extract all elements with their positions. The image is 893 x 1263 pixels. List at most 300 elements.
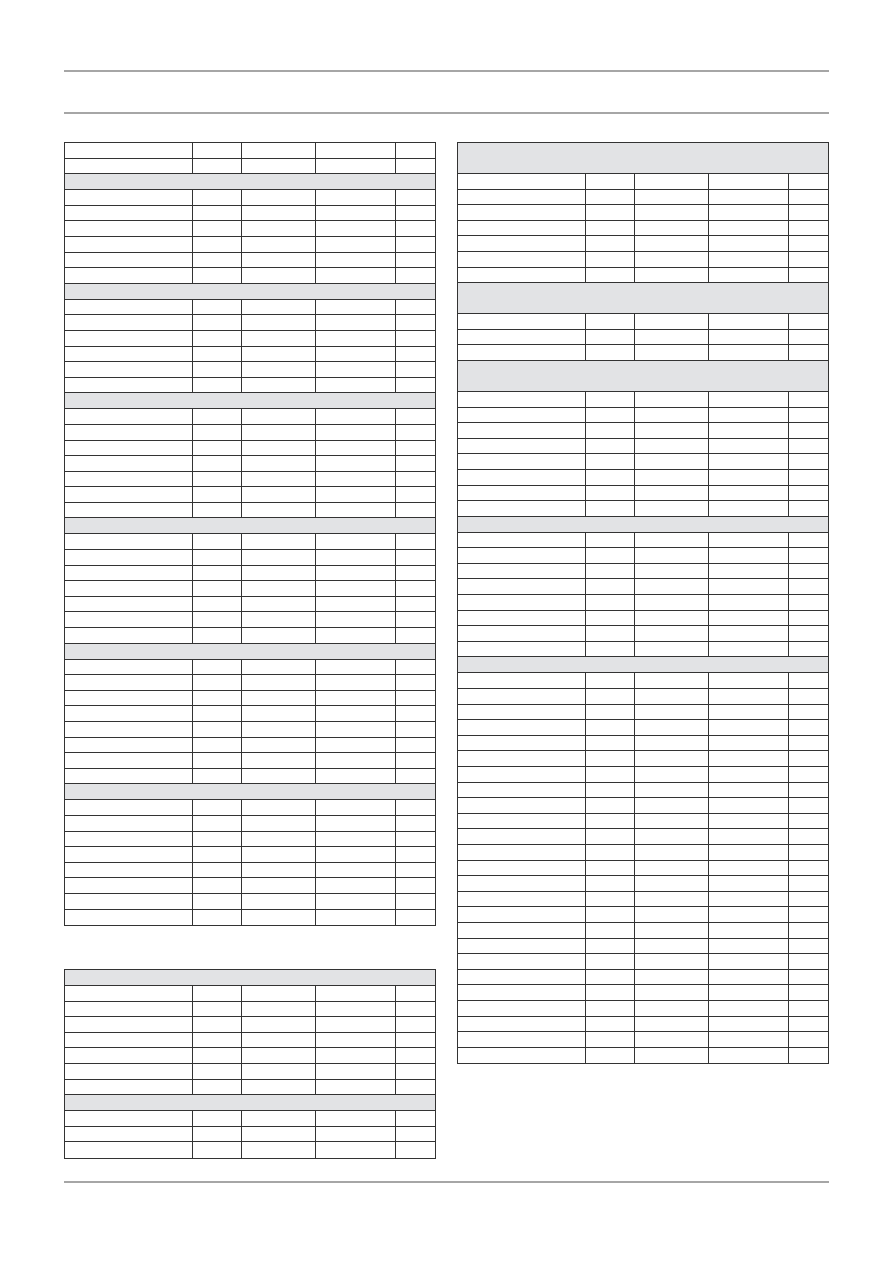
table-cell [193,362,242,377]
table-cell [316,1048,396,1063]
table-cell [316,268,396,283]
table-cell [65,503,193,518]
table-cell [789,252,828,267]
table-cell [458,454,586,469]
table-cell [709,205,789,220]
table-cell [586,954,635,969]
table-cell [709,423,789,438]
table-row [65,628,435,644]
table-row [65,1080,435,1096]
table-row [458,814,828,830]
table-cell [316,738,396,753]
table-cell [193,409,242,424]
table-cell [635,252,709,267]
table-cell [458,1032,586,1047]
table-cell [396,1127,435,1142]
table-cell [709,907,789,922]
table-cell [586,1048,635,1064]
table-cell [65,832,193,847]
table-cell [65,847,193,862]
table-cell [242,331,316,346]
table-cell [316,878,396,893]
table-cell [635,923,709,938]
table-cell [396,1142,435,1158]
table-cell [242,347,316,362]
table-cell [635,236,709,251]
table-cell [458,174,586,189]
table-row [65,753,435,769]
table-cell [709,1001,789,1016]
table-cell [789,392,828,407]
table-cell [709,939,789,954]
table-cell [193,378,242,393]
table-cell [396,675,435,690]
table-cell [789,985,828,1000]
table-cell [586,205,635,220]
table-cell [458,205,586,220]
table-cell [635,1017,709,1032]
table-cell [396,472,435,487]
section-header [458,283,828,314]
table-row [458,1001,828,1017]
table-cell [635,268,709,283]
table-cell [65,769,193,784]
table-cell [635,892,709,907]
table-left-top [64,142,436,926]
table-cell [586,720,635,735]
table-cell [193,691,242,706]
table-cell [65,237,193,252]
table-cell [458,392,586,407]
table-cell [789,486,828,501]
table-row [458,486,828,502]
table-cell [635,829,709,844]
table-row [458,939,828,955]
table-row [458,876,828,892]
table-cell [193,1048,242,1063]
table-cell [193,190,242,205]
table-cell [458,829,586,844]
table-cell [458,470,586,485]
table-cell [709,954,789,969]
table-row [65,1033,435,1049]
table-row [65,190,435,206]
table-cell [242,503,316,518]
table-cell [458,705,586,720]
table-row [65,268,435,284]
table-cell [193,910,242,926]
table-cell [65,1048,193,1063]
table-cell [709,579,789,594]
table-cell [458,501,586,516]
table-cell [242,847,316,862]
table-cell [586,876,635,891]
table-row [458,190,828,206]
table-row [458,533,828,549]
table-cell [65,143,193,158]
table-cell [635,814,709,829]
table-row [65,425,435,441]
table-cell [586,595,635,610]
table-cell [586,939,635,954]
table-cell [789,829,828,844]
table-cell [316,847,396,862]
table-cell [586,252,635,267]
table-row [458,626,828,642]
table-cell [709,314,789,329]
table-cell [396,800,435,815]
table-row [458,579,828,595]
table-row [458,892,828,908]
table-cell [193,487,242,502]
table-cell [396,159,435,174]
table-cell [709,330,789,345]
table-cell [396,1080,435,1095]
table-row [65,534,435,550]
table-cell [635,689,709,704]
table-cell [789,190,828,205]
table-cell [635,392,709,407]
table-cell [635,767,709,782]
table-cell [193,503,242,518]
table-cell [709,985,789,1000]
table-cell [193,1127,242,1142]
section-header [458,517,828,533]
table-cell [709,345,789,360]
table-cell [396,769,435,784]
table-cell [458,252,586,267]
table-cell [709,190,789,205]
table-cell [396,1064,435,1079]
table-cell [193,832,242,847]
table-cell [709,236,789,251]
table-cell [396,221,435,236]
table-cell [316,456,396,471]
table-cell [458,783,586,798]
table-cell [316,534,396,549]
table-cell [242,253,316,268]
section-header [65,1095,435,1111]
table-cell [242,628,316,643]
table-cell [789,705,828,720]
table-cell [789,907,828,922]
table-cell [396,300,435,315]
table-row [458,174,828,190]
table-cell [193,863,242,878]
table-cell [65,362,193,377]
table-cell [396,816,435,831]
table-cell [316,1002,396,1017]
table-cell [709,548,789,563]
table-cell [789,345,828,360]
table-cell [789,501,828,516]
table-row [458,907,828,923]
table-cell [65,221,193,236]
table-row [458,970,828,986]
table-cell [709,689,789,704]
table-cell [635,595,709,610]
table-cell [458,954,586,969]
table-cell [242,1064,316,1079]
table-cell [65,425,193,440]
table-cell [458,939,586,954]
table-cell [242,237,316,252]
table-row [458,720,828,736]
table-cell [709,673,789,688]
table-cell [458,689,586,704]
table-cell [193,597,242,612]
table-row [65,660,435,676]
table-row [458,1048,828,1064]
table-cell [65,550,193,565]
table-cell [458,1001,586,1016]
table-cell [396,722,435,737]
table-cell [635,876,709,891]
table-cell [396,753,435,768]
table-cell [65,1017,193,1032]
table-cell [789,892,828,907]
table-cell [396,910,435,926]
table-cell [709,501,789,516]
header-rule-top [64,70,829,72]
table-cell [458,330,586,345]
table-row [458,314,828,330]
table-cell [316,816,396,831]
table-cell [635,845,709,860]
table-cell [65,315,193,330]
table-cell [635,439,709,454]
table-cell [242,221,316,236]
table-cell [193,847,242,862]
table-cell [709,751,789,766]
table-cell [396,612,435,627]
table-cell [193,1111,242,1126]
table-cell [193,894,242,909]
table-cell [316,1080,396,1095]
table-cell [316,581,396,596]
footer-rule [64,1181,829,1183]
table-cell [65,456,193,471]
table-cell [458,345,586,360]
table-cell [242,597,316,612]
table-cell [65,409,193,424]
table-cell [586,861,635,876]
table-cell [396,1111,435,1126]
table-cell [458,673,586,688]
table-cell [789,954,828,969]
table-row [458,454,828,470]
table-cell [789,689,828,704]
table-row [65,1064,435,1080]
table-cell [316,221,396,236]
table-cell [396,1033,435,1048]
table-cell [458,845,586,860]
table-cell [316,1017,396,1032]
table-cell [65,722,193,737]
table-cell [65,472,193,487]
table-cell [396,1017,435,1032]
table-cell [586,673,635,688]
table-cell [193,612,242,627]
table-left-bottom [64,969,436,1159]
table-cell [586,314,635,329]
table-row [458,408,828,424]
table-cell [316,612,396,627]
table-cell [458,439,586,454]
table-row [458,548,828,564]
table-cell [458,486,586,501]
table-cell [316,597,396,612]
table-cell [242,441,316,456]
table-cell [789,611,828,626]
table-cell [242,1080,316,1095]
table-cell [709,845,789,860]
table-row [65,253,435,269]
table-cell [396,706,435,721]
table-cell [242,566,316,581]
section-header [65,644,435,660]
table-cell [316,237,396,252]
table-row [65,362,435,378]
table-cell [316,722,396,737]
table-cell [709,470,789,485]
table-cell [193,660,242,675]
table-row [65,1002,435,1018]
table-row [458,798,828,814]
table-cell [316,331,396,346]
table-cell [193,425,242,440]
table-cell [789,673,828,688]
table-cell [709,720,789,735]
table-row [458,829,828,845]
table-cell [458,190,586,205]
table-cell [396,425,435,440]
table-cell [242,1048,316,1063]
table-cell [316,487,396,502]
table-row [458,1017,828,1033]
table-cell [193,1002,242,1017]
table-cell [709,408,789,423]
table-cell [65,159,193,174]
section-header [65,518,435,534]
table-cell [789,408,828,423]
table-row [65,300,435,316]
table-cell [709,767,789,782]
table-cell [65,894,193,909]
section-header [65,284,435,300]
table-row [65,597,435,613]
table-cell [316,753,396,768]
table-cell [709,595,789,610]
table-cell [458,626,586,641]
table-cell [396,738,435,753]
table-row [458,845,828,861]
table-cell [709,486,789,501]
table-cell [242,706,316,721]
table-cell [242,675,316,690]
table-cell [242,1033,316,1048]
table-cell [789,564,828,579]
table-cell [316,769,396,784]
table-cell [458,720,586,735]
table-cell [586,392,635,407]
table-cell [635,533,709,548]
table-cell [242,300,316,315]
table-cell [789,751,828,766]
table-cell [586,501,635,516]
table-cell [635,954,709,969]
table-cell [193,753,242,768]
table-cell [396,1048,435,1063]
table-cell [193,706,242,721]
table-row [458,470,828,486]
table-cell [586,190,635,205]
table-cell [709,1017,789,1032]
table-cell [65,206,193,221]
table-cell [242,816,316,831]
section-header [458,657,828,673]
table-cell [65,628,193,643]
table-row [65,347,435,363]
table-cell [242,581,316,596]
table-cell [65,1142,193,1158]
table-cell [193,456,242,471]
table-cell [65,378,193,393]
table-cell [586,268,635,283]
table-cell [635,408,709,423]
table-cell [586,829,635,844]
table-row [65,581,435,597]
table-row [458,954,828,970]
table-cell [635,314,709,329]
table-row [65,550,435,566]
table-row [65,206,435,222]
table-cell [193,1017,242,1032]
table-cell [242,378,316,393]
table-cell [635,454,709,469]
table-row [65,143,435,159]
section-header [458,143,828,174]
table-cell [789,814,828,829]
table-cell [586,345,635,360]
table-cell [242,1127,316,1142]
table-row [458,767,828,783]
table-cell [709,454,789,469]
table-cell [316,660,396,675]
table-cell [193,581,242,596]
table-cell [586,845,635,860]
table-cell [458,861,586,876]
table-cell [458,642,586,657]
table-row [65,878,435,894]
table-row [65,487,435,503]
table-cell [242,487,316,502]
table-cell [586,486,635,501]
table-row [458,642,828,658]
table-cell [586,174,635,189]
table-cell [396,581,435,596]
table-cell [709,252,789,267]
table-cell [193,331,242,346]
table-cell [193,441,242,456]
table-cell [789,548,828,563]
table-cell [316,706,396,721]
table-cell [789,845,828,860]
table-cell [193,566,242,581]
table-cell [316,206,396,221]
table-cell [316,1142,396,1158]
table-cell [193,472,242,487]
